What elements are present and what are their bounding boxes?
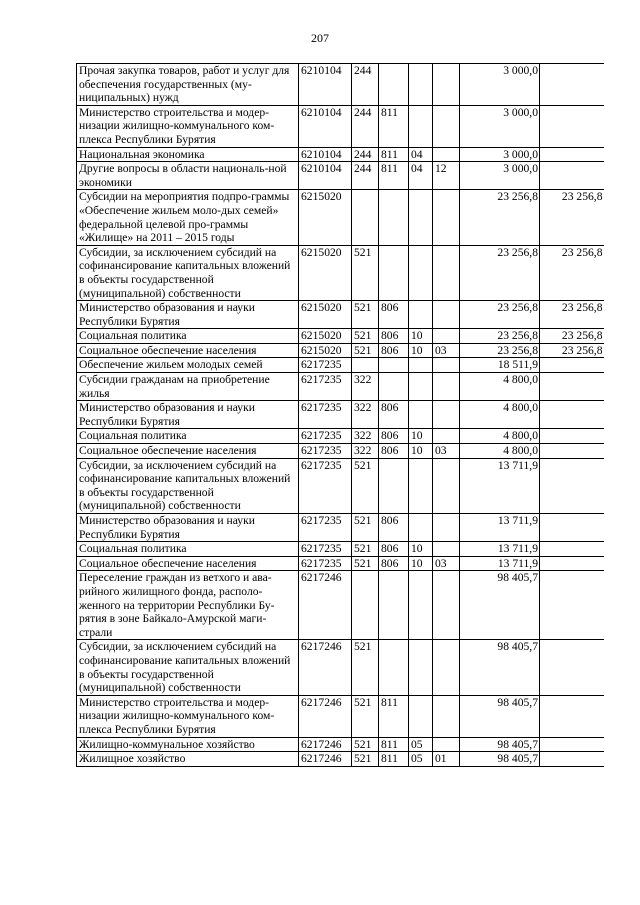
table-row	[77, 343, 604, 358]
table-row	[77, 162, 604, 190]
row-subsection-cell: 03	[433, 556, 460, 571]
row-name-cell: Министерство образования и науки Республики Бурятия	[77, 301, 299, 329]
table-row	[77, 514, 604, 542]
row-department-cell	[379, 373, 409, 401]
row-department-cell	[379, 190, 409, 245]
row-federal-amount-cell	[540, 64, 604, 106]
budget-table-body	[77, 64, 604, 767]
row-section-cell: 10	[409, 444, 433, 459]
row-federal-amount-cell	[540, 444, 604, 459]
table-row	[77, 64, 604, 106]
row-federal-amount-cell: 23 256,8	[540, 343, 604, 358]
row-target-article-cell: 6217235	[299, 401, 352, 429]
row-amount-cell: 4 800,0	[460, 429, 540, 444]
row-section-cell	[409, 695, 433, 737]
table-row	[77, 245, 604, 300]
row-name-cell: Субсидии, за исключением субсидий на софинансирование капитальных вложений в объекты государственной (муниципальной) собственности	[77, 458, 299, 513]
row-department-cell: 806	[379, 542, 409, 557]
row-department-cell: 806	[379, 556, 409, 571]
row-amount-cell: 4 800,0	[460, 401, 540, 429]
table-row	[77, 752, 604, 767]
row-federal-amount-cell: 23 256,8	[540, 301, 604, 329]
row-federal-amount-cell	[540, 542, 604, 557]
row-target-article-cell: 6217246	[299, 752, 352, 767]
row-section-cell	[409, 358, 433, 373]
row-department-cell: 811	[379, 695, 409, 737]
row-federal-amount-cell	[540, 105, 604, 147]
row-federal-amount-cell	[540, 695, 604, 737]
table-row	[77, 458, 604, 513]
row-name-cell: Субсидии гражданам на приобретение жилья	[77, 373, 299, 401]
row-amount-cell: 3 000,0	[460, 64, 540, 106]
page-number: 207	[311, 31, 329, 45]
row-amount-cell: 4 800,0	[460, 444, 540, 459]
row-amount-cell: 98 405,7	[460, 752, 540, 767]
row-federal-amount-cell	[540, 752, 604, 767]
table-row	[77, 571, 604, 640]
row-amount-cell: 23 256,8	[460, 343, 540, 358]
row-subsection-cell	[433, 358, 460, 373]
row-federal-amount-cell	[540, 358, 604, 373]
row-target-article-cell: 6217246	[299, 571, 352, 640]
row-expense-type-cell: 244	[352, 105, 379, 147]
row-federal-amount-cell: 23 256,8	[540, 329, 604, 344]
row-amount-cell: 13 711,9	[460, 458, 540, 513]
row-department-cell	[379, 358, 409, 373]
row-expense-type-cell: 322	[352, 429, 379, 444]
row-target-article-cell: 6217246	[299, 695, 352, 737]
row-expense-type-cell: 521	[352, 752, 379, 767]
row-expense-type-cell	[352, 190, 379, 245]
row-department-cell	[379, 245, 409, 300]
row-section-cell	[409, 190, 433, 245]
row-subsection-cell	[433, 64, 460, 106]
table-row	[77, 358, 604, 373]
row-target-article-cell: 6217235	[299, 444, 352, 459]
row-name-cell: Обеспечение жильем молодых семей	[77, 358, 299, 373]
row-section-cell: 04	[409, 162, 433, 190]
row-section-cell	[409, 514, 433, 542]
row-department-cell: 811	[379, 162, 409, 190]
row-target-article-cell: 6217235	[299, 458, 352, 513]
row-expense-type-cell: 521	[352, 329, 379, 344]
row-subsection-cell	[433, 542, 460, 557]
row-federal-amount-cell	[540, 640, 604, 695]
row-target-article-cell: 6210104	[299, 162, 352, 190]
row-expense-type-cell: 322	[352, 401, 379, 429]
row-subsection-cell: 12	[433, 162, 460, 190]
row-department-cell: 806	[379, 514, 409, 542]
table-row	[77, 301, 604, 329]
row-section-cell: 10	[409, 542, 433, 557]
row-amount-cell: 98 405,7	[460, 695, 540, 737]
table-row	[77, 429, 604, 444]
row-target-article-cell: 6217235	[299, 514, 352, 542]
row-federal-amount-cell	[540, 147, 604, 162]
row-federal-amount-cell: 23 256,8	[540, 245, 604, 300]
row-amount-cell: 23 256,8	[460, 301, 540, 329]
row-expense-type-cell: 521	[352, 542, 379, 557]
row-subsection-cell: 03	[433, 444, 460, 459]
row-department-cell: 811	[379, 737, 409, 752]
row-section-cell: 05	[409, 737, 433, 752]
row-expense-type-cell	[352, 571, 379, 640]
row-amount-cell: 23 256,8	[460, 245, 540, 300]
row-federal-amount-cell	[540, 737, 604, 752]
row-name-cell: Социальная политика	[77, 329, 299, 344]
row-subsection-cell	[433, 458, 460, 513]
row-expense-type-cell: 521	[352, 458, 379, 513]
row-section-cell	[409, 458, 433, 513]
row-amount-cell: 23 256,8	[460, 190, 540, 245]
row-subsection-cell	[433, 429, 460, 444]
row-expense-type-cell: 521	[352, 640, 379, 695]
row-amount-cell: 3 000,0	[460, 162, 540, 190]
table-row	[77, 444, 604, 459]
row-subsection-cell	[433, 514, 460, 542]
row-subsection-cell	[433, 147, 460, 162]
row-subsection-cell	[433, 373, 460, 401]
row-name-cell: Министерство образования и науки Республики Бурятия	[77, 401, 299, 429]
row-federal-amount-cell	[540, 401, 604, 429]
row-amount-cell: 98 405,7	[460, 737, 540, 752]
row-subsection-cell	[433, 105, 460, 147]
row-department-cell	[379, 458, 409, 513]
row-amount-cell: 13 711,9	[460, 514, 540, 542]
row-section-cell	[409, 301, 433, 329]
row-expense-type-cell: 521	[352, 737, 379, 752]
row-target-article-cell: 6217235	[299, 429, 352, 444]
row-subsection-cell	[433, 737, 460, 752]
row-target-article-cell: 6215020	[299, 329, 352, 344]
row-subsection-cell	[433, 329, 460, 344]
row-target-article-cell: 6215020	[299, 343, 352, 358]
row-federal-amount-cell	[540, 429, 604, 444]
row-expense-type-cell: 521	[352, 301, 379, 329]
row-amount-cell: 98 405,7	[460, 640, 540, 695]
row-expense-type-cell: 521	[352, 245, 379, 300]
row-department-cell: 811	[379, 752, 409, 767]
table-row	[77, 147, 604, 162]
table-row	[77, 105, 604, 147]
row-section-cell: 10	[409, 343, 433, 358]
row-department-cell	[379, 571, 409, 640]
row-expense-type-cell: 521	[352, 556, 379, 571]
row-federal-amount-cell	[540, 373, 604, 401]
row-name-cell: Другие вопросы в области националь-ной экономики	[77, 162, 299, 190]
table-row	[77, 401, 604, 429]
row-department-cell: 811	[379, 105, 409, 147]
row-department-cell	[379, 640, 409, 695]
row-subsection-cell	[433, 640, 460, 695]
row-section-cell	[409, 373, 433, 401]
table-row	[77, 542, 604, 557]
row-target-article-cell: 6217235	[299, 373, 352, 401]
row-section-cell: 10	[409, 329, 433, 344]
row-target-article-cell: 6217235	[299, 542, 352, 557]
row-subsection-cell	[433, 245, 460, 300]
row-target-article-cell: 6215020	[299, 190, 352, 245]
row-subsection-cell	[433, 695, 460, 737]
row-subsection-cell	[433, 190, 460, 245]
table-row	[77, 190, 604, 245]
row-expense-type-cell: 521	[352, 695, 379, 737]
table-row	[77, 556, 604, 571]
row-expense-type-cell: 322	[352, 444, 379, 459]
row-target-article-cell: 6210104	[299, 105, 352, 147]
row-section-cell	[409, 105, 433, 147]
budget-table	[76, 63, 604, 767]
row-section-cell: 04	[409, 147, 433, 162]
row-name-cell: Министерство строительства и модер-низации жилищно-коммунального ком-плекса Республики Бурятия	[77, 105, 299, 147]
row-federal-amount-cell	[540, 571, 604, 640]
row-section-cell: 05	[409, 752, 433, 767]
row-department-cell	[379, 64, 409, 106]
row-subsection-cell	[433, 401, 460, 429]
row-target-article-cell: 6215020	[299, 301, 352, 329]
row-amount-cell: 18 511,9	[460, 358, 540, 373]
table-row	[77, 329, 604, 344]
row-federal-amount-cell	[540, 162, 604, 190]
row-section-cell: 10	[409, 429, 433, 444]
row-target-article-cell: 6217235	[299, 556, 352, 571]
table-row	[77, 695, 604, 737]
row-target-article-cell: 6217235	[299, 358, 352, 373]
row-federal-amount-cell: 23 256,8	[540, 190, 604, 245]
row-name-cell: Социальная политика	[77, 542, 299, 557]
row-expense-type-cell: 322	[352, 373, 379, 401]
row-section-cell	[409, 245, 433, 300]
row-name-cell: Субсидии на мероприятия подпро-граммы «Обеспечение жильем моло-дых семей» федеральной целевой про-граммы «Жилище» на 2011 – 2015 годы	[77, 190, 299, 245]
row-federal-amount-cell	[540, 458, 604, 513]
row-target-article-cell: 6217246	[299, 737, 352, 752]
row-name-cell: Министерство строительства и модер-низации жилищно-коммунального ком-плекса Республики Бурятия	[77, 695, 299, 737]
row-name-cell: Субсидии, за исключением субсидий на софинансирование капитальных вложений в объекты государственной (муниципальной) собственности	[77, 245, 299, 300]
row-amount-cell: 98 405,7	[460, 571, 540, 640]
row-section-cell	[409, 640, 433, 695]
row-expense-type-cell: 521	[352, 343, 379, 358]
row-section-cell: 10	[409, 556, 433, 571]
row-target-article-cell: 6210104	[299, 147, 352, 162]
row-subsection-cell: 01	[433, 752, 460, 767]
row-section-cell	[409, 571, 433, 640]
row-department-cell: 806	[379, 401, 409, 429]
row-amount-cell: 4 800,0	[460, 373, 540, 401]
row-department-cell: 811	[379, 147, 409, 162]
row-expense-type-cell: 244	[352, 162, 379, 190]
row-subsection-cell	[433, 571, 460, 640]
row-name-cell: Социальное обеспечение населения	[77, 343, 299, 358]
row-department-cell: 806	[379, 444, 409, 459]
table-row	[77, 640, 604, 695]
row-amount-cell: 3 000,0	[460, 147, 540, 162]
row-name-cell: Социальное обеспечение населения	[77, 556, 299, 571]
row-amount-cell: 13 711,9	[460, 556, 540, 571]
row-name-cell: Жилищно-коммунальное хозяйство	[77, 737, 299, 752]
row-department-cell: 806	[379, 301, 409, 329]
row-department-cell: 806	[379, 429, 409, 444]
row-department-cell: 806	[379, 343, 409, 358]
row-subsection-cell: 03	[433, 343, 460, 358]
row-name-cell: Социальная политика	[77, 429, 299, 444]
table-row	[77, 373, 604, 401]
row-name-cell: Прочая закупка товаров, работ и услуг для обеспечения государственных (му-ниципальных) нужд	[77, 64, 299, 106]
row-section-cell	[409, 401, 433, 429]
row-federal-amount-cell	[540, 514, 604, 542]
row-expense-type-cell: 521	[352, 514, 379, 542]
row-name-cell: Социальное обеспечение населения	[77, 444, 299, 459]
row-name-cell: Министерство образования и науки Республики Бурятия	[77, 514, 299, 542]
row-name-cell: Субсидии, за исключением субсидий на софинансирование капитальных вложений в объекты государственной (муниципальной) собственности	[77, 640, 299, 695]
table-row	[77, 737, 604, 752]
row-expense-type-cell: 244	[352, 147, 379, 162]
row-section-cell	[409, 64, 433, 106]
row-amount-cell: 3 000,0	[460, 105, 540, 147]
row-department-cell: 806	[379, 329, 409, 344]
row-name-cell: Жилищное хозяйство	[77, 752, 299, 767]
row-amount-cell: 23 256,8	[460, 329, 540, 344]
row-target-article-cell: 6215020	[299, 245, 352, 300]
row-target-article-cell: 6210104	[299, 64, 352, 106]
row-expense-type-cell	[352, 358, 379, 373]
row-expense-type-cell: 244	[352, 64, 379, 106]
row-federal-amount-cell	[540, 556, 604, 571]
row-name-cell: Национальная экономика	[77, 147, 299, 162]
row-target-article-cell: 6217246	[299, 640, 352, 695]
row-name-cell: Переселение граждан из ветхого и ава-рийного жилищного фонда, располо-женного на территории Республики Бу-рятия в зоне Байкало-Амурской маги-страли	[77, 571, 299, 640]
row-amount-cell: 13 711,9	[460, 542, 540, 557]
row-subsection-cell	[433, 301, 460, 329]
